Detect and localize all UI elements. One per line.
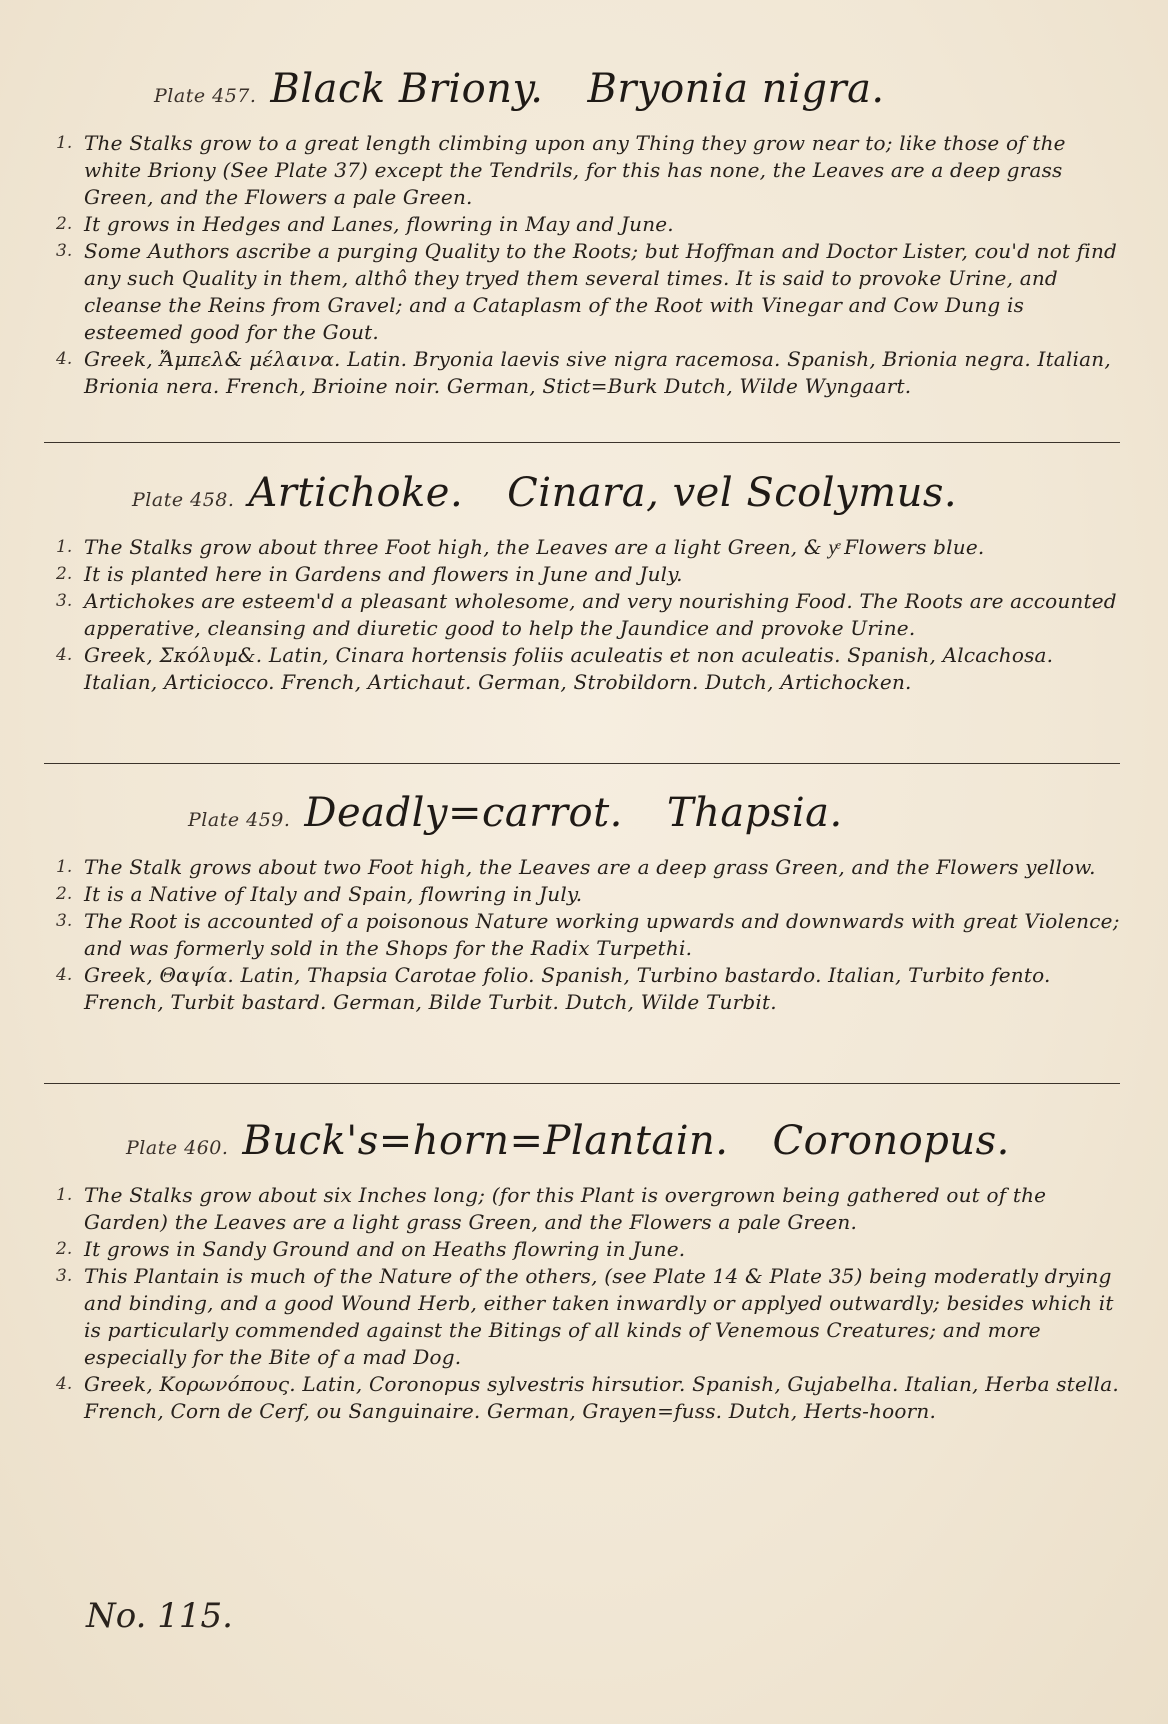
item-number: 4.: [56, 349, 73, 369]
plate-header: [44, 470, 1124, 534]
plate-457-section: [44, 66, 1124, 400]
item-text: It grows in Sandy Ground and on Heaths flowring in June.: [84, 1237, 686, 1261]
list-item: [44, 534, 1124, 561]
list-item: [44, 211, 1124, 238]
item-text: The Stalk grows about two Foot high, the Leaves are a deep grass Green, and the Flowers yellow.: [84, 855, 1096, 879]
item-number: 2.: [56, 884, 73, 904]
list-item: [44, 642, 1124, 696]
item-text: It is a Native of Italy and Spain, flowring in July.: [84, 882, 583, 906]
plate-items: [44, 854, 1124, 1016]
item-number: 4.: [56, 645, 73, 665]
page-number: No. 115.: [86, 1596, 233, 1636]
plate-header: [44, 790, 1124, 854]
plate-number: Plate 457.: [154, 85, 257, 107]
item-number: 3.: [56, 1266, 73, 1286]
item-number: 1.: [56, 1185, 73, 1205]
list-item: [44, 130, 1124, 211]
list-item: [44, 854, 1124, 881]
list-item: [44, 1182, 1124, 1236]
item-number: 3.: [56, 591, 73, 611]
item-number: 1.: [56, 133, 73, 153]
item-text: The Stalks grow about three Foot high, the Leaves are a light Green, & yͤ Flowers blue.: [84, 535, 985, 559]
item-number: 1.: [56, 857, 73, 877]
list-item: [44, 962, 1124, 1016]
plate-458-section: [44, 470, 1124, 696]
item-text: It is planted here in Gardens and flowers in June and July.: [84, 562, 683, 586]
item-text: Greek, Ἄμπελ& μέλαινα. Latin. Bryonia laevis sive nigra racemosa. Spanish, Brionia negra. Italian, Brionia nera. French, Brioine noir. German, Stict=Burk Dutch, Wilde Wyngaart.: [84, 347, 1111, 398]
list-item: [44, 346, 1124, 400]
item-text: The Root is accounted of a poisonous Nature working upwards and downwards with great Violence; and was formerly sold in the Shops for the Radix Turpethi.: [84, 909, 1120, 960]
list-item: [44, 588, 1124, 642]
plate-number: Plate 458.: [132, 489, 235, 511]
item-number: 4.: [56, 1374, 73, 1394]
item-number: 4.: [56, 965, 73, 985]
section-divider: [44, 1083, 1120, 1084]
list-item: [44, 1236, 1124, 1263]
plate-title: Deadly=carrot.: [304, 790, 623, 836]
plate-latin-name: Bryonia nigra.: [587, 66, 885, 112]
item-number: 2.: [56, 1239, 73, 1259]
plate-header: [44, 1118, 1124, 1182]
plate-latin-name: Coronopus.: [772, 1118, 1010, 1164]
item-number: 1.: [56, 537, 73, 557]
plate-items: [44, 1182, 1124, 1425]
list-item: [44, 881, 1124, 908]
plate-number: Plate 460.: [126, 1137, 229, 1159]
list-item: [44, 561, 1124, 588]
item-text: It grows in Hedges and Lanes, flowring in May and June.: [84, 212, 674, 236]
section-divider: [44, 442, 1120, 443]
plate-items: [44, 534, 1124, 696]
section-divider: [44, 763, 1120, 764]
plate-title: Black Briony.: [270, 66, 544, 112]
plate-title: Buck's=horn=Plantain.: [242, 1118, 729, 1164]
item-text: Greek, Σκόλυμ&. Latin, Cinara hortensis foliis aculeatis et non aculeatis. Spanish, Alcachosa. Italian, Articiocco. French, Artichaut. German, Strobildorn. Dutch, Artichocken.: [84, 643, 1054, 694]
item-number: 2.: [56, 564, 73, 584]
plate-460-section: [44, 1118, 1124, 1425]
item-text: This Plantain is much of the Nature of the others, (see Plate 14 & Plate 35) being moderatly drying and binding, and a good Wound Herb, either taken inwardly or applyed outwardly; besides which it is particularly commended against the Bitings of all kinds of Venemous Creatures; and more especially for the Bite of a mad Dog.: [84, 1264, 1114, 1369]
plate-latin-name: Thapsia.: [666, 790, 843, 836]
plate-title: Artichoke.: [248, 470, 464, 516]
item-number: 3.: [56, 911, 73, 931]
plate-items: [44, 130, 1124, 400]
item-text: Greek, Θαψία. Latin, Thapsia Carotae folio. Spanish, Turbino bastardo. Italian, Turbito fento. French, Turbit bastard. German, Bilde Turbit. Dutch, Wilde Turbit.: [84, 963, 1051, 1014]
item-text: The Stalks grow about six Inches long; (for this Plant is overgrown being gathered out of the Garden) the Leaves are a light grass Green, and the Flowers a pale Green.: [84, 1183, 1047, 1234]
item-text: Some Authors ascribe a purging Quality to the Roots; but Hoffman and Doctor Lister, cou'd not find any such Quality in them, althô they tryed them several times. It is said to provoke Urine, and cleanse the Reins from Gravel; and a Cataplasm of the Root with Vinegar and Cow Dung is esteemed good for the Gout.: [84, 239, 1118, 344]
plate-latin-name: Cinara, vel Scolymus.: [507, 470, 958, 516]
item-number: 3.: [56, 241, 73, 261]
plate-header: [44, 66, 1124, 130]
item-text: The Stalks grow to a great length climbing upon any Thing they grow near to; like those of the white Briony (See Plate 37) except the Tendrils, for this has none, the Leaves are a deep grass Green, and the Flowers a pale Green.: [84, 131, 1066, 209]
list-item: [44, 1371, 1124, 1425]
list-item: [44, 238, 1124, 346]
item-text: Artichokes are esteem'd a pleasant wholesome, and very nourishing Food. The Roots are accounted apperative, cleansing and diuretic good to help the Jaundice and provoke Urine.: [84, 589, 1117, 640]
list-item: [44, 1263, 1124, 1371]
item-text: Greek, Κορωνόπους. Latin, Coronopus sylvestris hirsutior. Spanish, Gujabelha. Italian, Herba stella. French, Corn de Cerf, ou Sanguinaire. German, Grayen=fuss. Dutch, Herts-hoorn.: [84, 1372, 1119, 1423]
item-number: 2.: [56, 214, 73, 234]
list-item: [44, 908, 1124, 962]
plate-number: Plate 459.: [188, 809, 291, 831]
plate-459-section: [44, 790, 1124, 1016]
